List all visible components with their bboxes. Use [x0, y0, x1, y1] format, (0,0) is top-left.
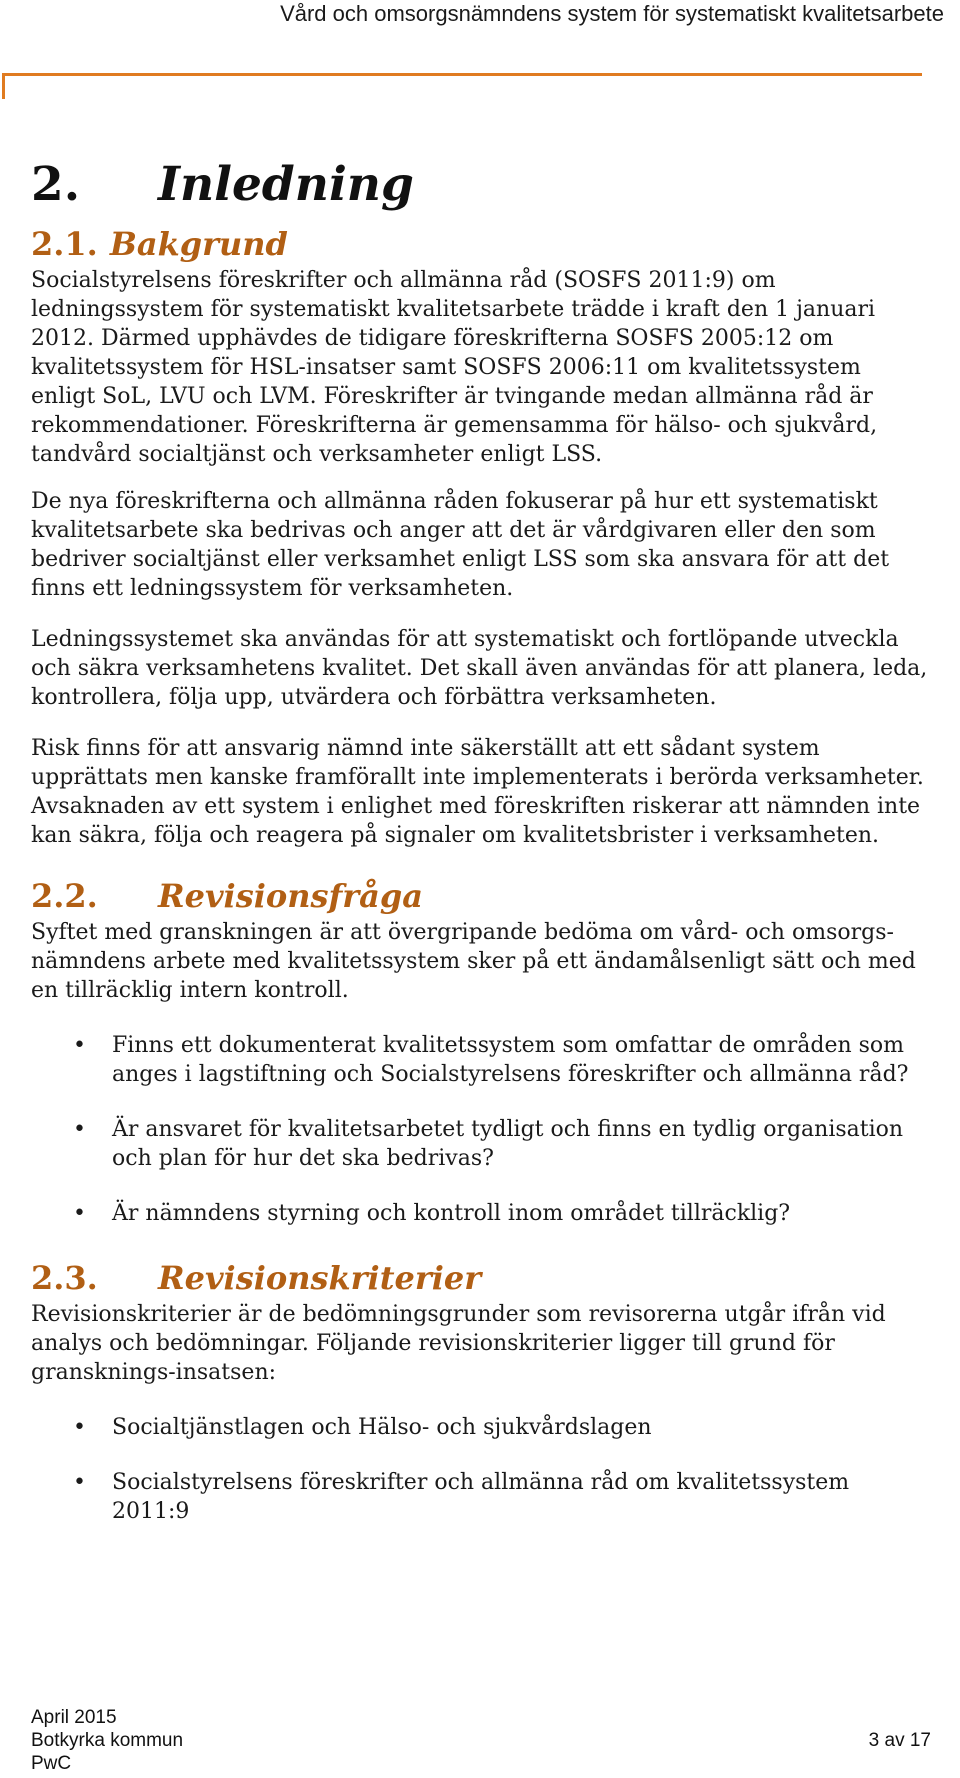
list-item-text: Är ansvaret för kvalitetsarbetet tydligt och finns en tydlig organisation och plan för hur det ska bedrivas? — [112, 1117, 904, 1171]
footer-firm: PwC — [31, 1753, 72, 1774]
question-list — [31, 1031, 931, 1228]
list-item-text: Socialstyrelsens föreskrifter och allmänna råd om kvalitetssystem 2011:9 — [112, 1470, 850, 1524]
spacer — [31, 1005, 931, 1031]
section-heading-revisionsfraga — [31, 874, 931, 918]
chapter-number: 2. — [31, 157, 81, 212]
list-item — [31, 1468, 931, 1526]
spacer — [31, 712, 931, 734]
list-item — [31, 1115, 931, 1173]
header-rule-tick — [2, 73, 5, 99]
paragraph: De nya föreskrifterna och allmänna råden fokuserar på hur ett systematiskt kvalitetsarbete ska bedrivas och anger att det är vårdgivaren eller den som bedriver socialtjänst eller verksamhet enligt LSS som ska ansvara för att det finns ett ledningssystem för verksamheten. — [31, 489, 890, 601]
chapter-heading — [31, 150, 931, 220]
paragraph: Syftet med granskningen är att övergripande bedöma om vård- och omsorgs-nämndens arbete med kvalitetssystem sker på ett ändamålsenligt sätt och med en tillräcklig intern kontroll. — [31, 920, 916, 1003]
spacer — [31, 603, 931, 625]
bullet-icon: • — [73, 1201, 86, 1226]
criteria-list — [31, 1413, 931, 1526]
page-footer — [31, 1706, 931, 1775]
section-number: 2.3. — [31, 1259, 98, 1297]
list-item-text: Är nämndens styrning och kontroll inom området tillräcklig? — [112, 1201, 791, 1226]
footer-organization: Botkyrka kommun — [31, 1730, 184, 1751]
bullet-icon: • — [73, 1415, 86, 1440]
page-content — [31, 150, 931, 1526]
spacer — [31, 1387, 931, 1413]
list-item — [31, 1031, 931, 1089]
section-heading-revisionskriterier — [31, 1256, 931, 1300]
bullet-icon: • — [73, 1033, 86, 1058]
list-item-text: Socialtjänstlagen och Hälso- och sjukvårdslagen — [112, 1415, 652, 1440]
page-number: 3 av 17 — [868, 1730, 931, 1751]
chapter-title: Inledning — [158, 157, 414, 212]
section-title: Revisionsfråga — [158, 877, 423, 915]
spacer — [31, 469, 931, 487]
list-item — [31, 1199, 931, 1228]
section-title: Revisionskriterier — [158, 1259, 482, 1297]
list-item — [31, 1413, 931, 1442]
paragraph: Socialstyrelsens föreskrifter och allmänna råd (SOSFS 2011:9) om ledningssystem för systematiskt kvalitetsarbete trädde i kraft den 1 januari 2012. Därmed upphävdes de tidigare föreskrifterna SOSFS 2005:12 om kvalitetssystem för HSL-insatser samt SOSFS 2006:11 om kvalitetssystem enligt SoL, LVU och LVM. Föreskrifter är tvingande medan allmänna råd är rekommendationer. Föreskrifterna är gemensamma för hälso- och sjukvård, tandvård socialtjänst och verksamheter enligt LSS. — [31, 268, 878, 467]
section-number: 2.2. — [31, 877, 98, 915]
list-item-text: Finns ett dokumenterat kvalitetssystem som omfattar de områden som anges i lagstiftning och Socialstyrelsens föreskrifter och allmänna råd? — [112, 1033, 909, 1087]
footer-date: April 2015 — [31, 1707, 117, 1728]
header-rule — [2, 73, 922, 76]
section-title: Bakgrund — [109, 225, 288, 263]
section-number: 2.1. — [31, 225, 98, 263]
running-header-title: Vård och omsorgsnämndens system för systematiskt kvalitetsarbete — [280, 1, 944, 26]
paragraph: Revisionskriterier är de bedömningsgrunder som revisorerna utgår ifrån vid analys och bedömningar. Följande revisionskriterier ligger till grund för gransknings-insatsen: — [31, 1302, 886, 1385]
paragraph: Ledningssystemet ska användas för att systematiskt och fortlöpande utveckla och säkra verksamhetens kvalitet. Det skall även användas för att planera, leda, kontrollera, följa upp, utvärdera och förbättra verksamheten. — [31, 627, 928, 710]
bullet-icon: • — [73, 1117, 86, 1142]
section-heading-bakgrund — [31, 222, 931, 266]
paragraph: Risk finns för att ansvarig nämnd inte säkerställt att ett sådant system upprättats men kanske framförallt inte implementerats i berörda verksamheter. Avsaknaden av ett system i enlighet med föreskriften riskerar att nämnden inte kan säkra, följa och reagera på signaler om kvalitetsbrister i verksamheten. — [31, 736, 924, 848]
bullet-icon: • — [73, 1470, 86, 1495]
